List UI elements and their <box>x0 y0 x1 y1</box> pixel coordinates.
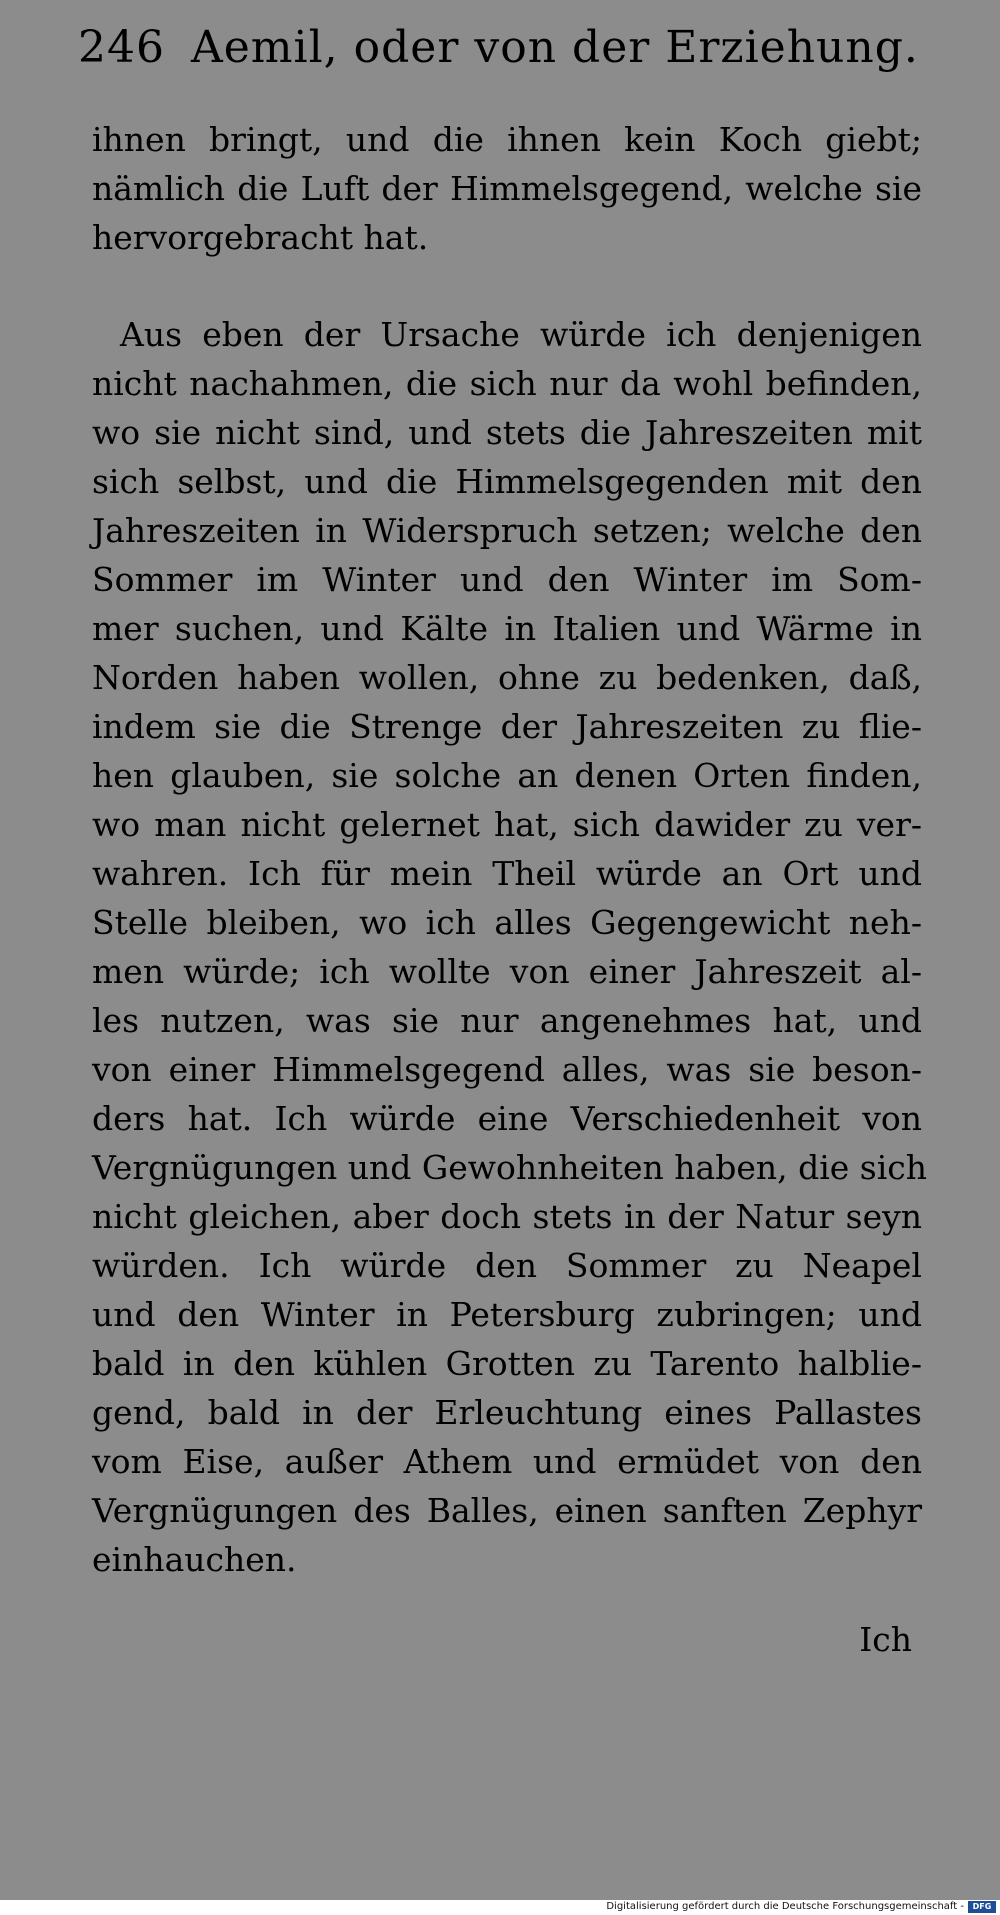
text-line: les nutzen, was sie nur angenehmes hat, und <box>92 1001 922 1040</box>
digitization-footer <box>0 1900 1000 1915</box>
text-line: men würde; ich wollte von einer Jahreszeit al- <box>92 952 922 991</box>
text-line: Jahreszeiten in Widerspruch setzen; welche den <box>92 511 922 550</box>
text-line: und den Winter in Petersburg zubringen; und <box>92 1295 922 1334</box>
body-text <box>92 115 928 1584</box>
text-line: gend, bald in der Erleuchtung eines Pallastes <box>92 1393 922 1432</box>
text-line: bald in den kühlen Grotten zu Tarento halblie- <box>92 1344 922 1383</box>
text-line: ihnen bringt, und die ihnen kein Koch giebt; <box>92 120 922 159</box>
text-line: würden. Ich würde den Sommer zu Neapel <box>92 1246 922 1285</box>
text-line: Norden haben wollen, ohne zu bedenken, daß, <box>92 658 922 697</box>
text-line: sich selbst, und die Himmelsgegenden mit den <box>92 462 922 501</box>
funding-credit: Digitalisierung gefördert durch die Deutsche Forschungsgemeinschaft - <box>606 1901 964 1912</box>
paragraph-gap <box>92 262 922 310</box>
text-line: von einer Himmelsgegend alles, was sie beson- <box>92 1050 922 1089</box>
text-line: wahren. Ich für mein Theil würde an Ort und <box>92 854 922 893</box>
text-line: hen glauben, sie solche an denen Orten finden, <box>92 756 922 795</box>
text-line: Vergnügungen und Gewohnheiten haben, die sich <box>92 1148 928 1187</box>
paragraph-1 <box>92 115 922 262</box>
text-line: nicht gleichen, aber doch stets in der Natur seyn <box>92 1197 922 1236</box>
text-line: nämlich die Luft der Himmelsgegend, welche sie <box>92 169 922 208</box>
paragraph-2 <box>92 310 928 1584</box>
running-title: Aemil, oder von der Erziehung. <box>190 22 919 73</box>
text-line: Stelle bleiben, wo ich alles Gegengewicht neh- <box>92 903 922 942</box>
running-header <box>78 18 919 78</box>
text-line: indem sie die Strenge der Jahreszeiten zu flie- <box>92 707 922 746</box>
text-line: wo sie nicht sind, und stets die Jahreszeiten mit <box>92 413 922 452</box>
page-number: 246 <box>78 22 165 73</box>
text-line: ders hat. Ich würde eine Verschiedenheit von <box>92 1099 922 1138</box>
text-line: wo man nicht gelernet hat, sich dawider zu ver- <box>92 805 922 844</box>
dfg-logo: DFG <box>968 1901 996 1913</box>
text-line: nicht nachahmen, die sich nur da wohl befinden, <box>92 364 922 403</box>
text-line: vom Eise, außer Athem und ermüdet von den <box>92 1442 922 1481</box>
text-line: hervorgebracht hat. <box>92 218 429 257</box>
text-line: Sommer im Winter und den Winter im Som- <box>92 560 922 599</box>
text-line: Vergnügungen des Balles, einen sanften Zephyr <box>92 1491 922 1530</box>
text-line: Aus eben der Ursache würde ich denjenigen <box>120 315 922 354</box>
text-line: mer suchen, und Kälte in Italien und Wärme in <box>92 609 922 648</box>
text-line: einhauchen. <box>92 1540 297 1579</box>
catchword: Ich <box>859 1620 912 1659</box>
